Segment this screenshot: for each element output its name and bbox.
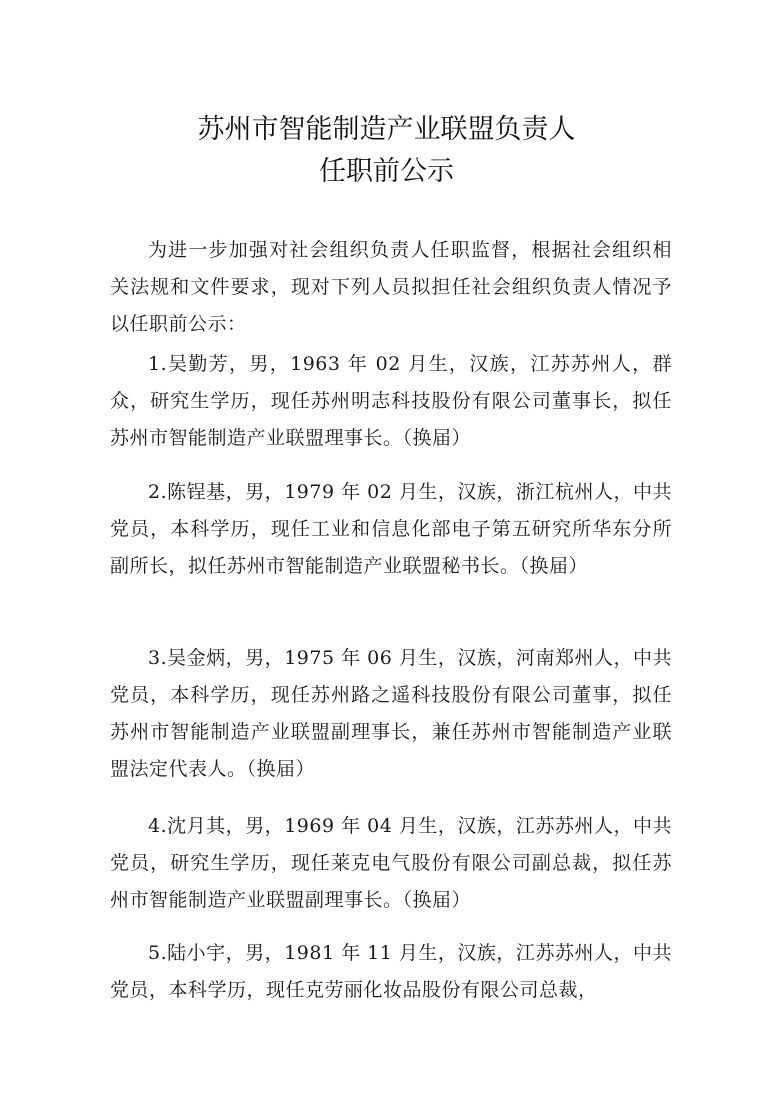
document-title-line1: 苏州市智能制造产业联盟负责人	[197, 114, 576, 145]
candidate-paragraph-3: 3.吴金炳，男，1975 年 06 月生，汉族，河南郑州人，中共党员，本科学历，现任苏州路之遥科技股份有限公司董事，拟任苏州市智能制造产业联盟副理事长，兼任苏州市智能制造产业联盟法定代表人。（换届）	[110, 647, 672, 780]
intro-paragraph: 为进一步加强对社会组织负责人任职监督，根据社会组织相关法规和文件要求，现对下列人员拟担任社会组织负责人情况予以任职前公示：	[110, 239, 672, 335]
candidate-paragraph-4: 4.沈月其，男，1969 年 04 月生，汉族，江苏苏州人，中共党员，研究生学历，现任莱克电气股份有限公司副总裁，拟任苏州市智能制造产业联盟副理事长。（换届）	[110, 815, 672, 911]
candidate-paragraph-5: 5.陆小宇，男，1981 年 11 月生，汉族，江苏苏州人，中共党员，本科学历，现任克劳丽化妆品股份有限公司总裁，	[110, 942, 672, 1001]
candidate-paragraph-1: 1.吴勤芳，男，1963 年 02 月生，汉族，江苏苏州人，群众，研究生学历，现任苏州明志科技股份有限公司董事长，拟任苏州市智能制造产业联盟理事长。（换届）	[110, 353, 672, 449]
document-title-line2: 任职前公示	[319, 156, 454, 187]
candidate-paragraph-2: 2.陈锃基，男，1979 年 02 月生，汉族，浙江杭州人，中共党员，本科学历，现任工业和信息化部电子第五研究所华东分所副所长，拟任苏州市智能制造产业联盟秘书长。（换届）	[110, 481, 672, 577]
